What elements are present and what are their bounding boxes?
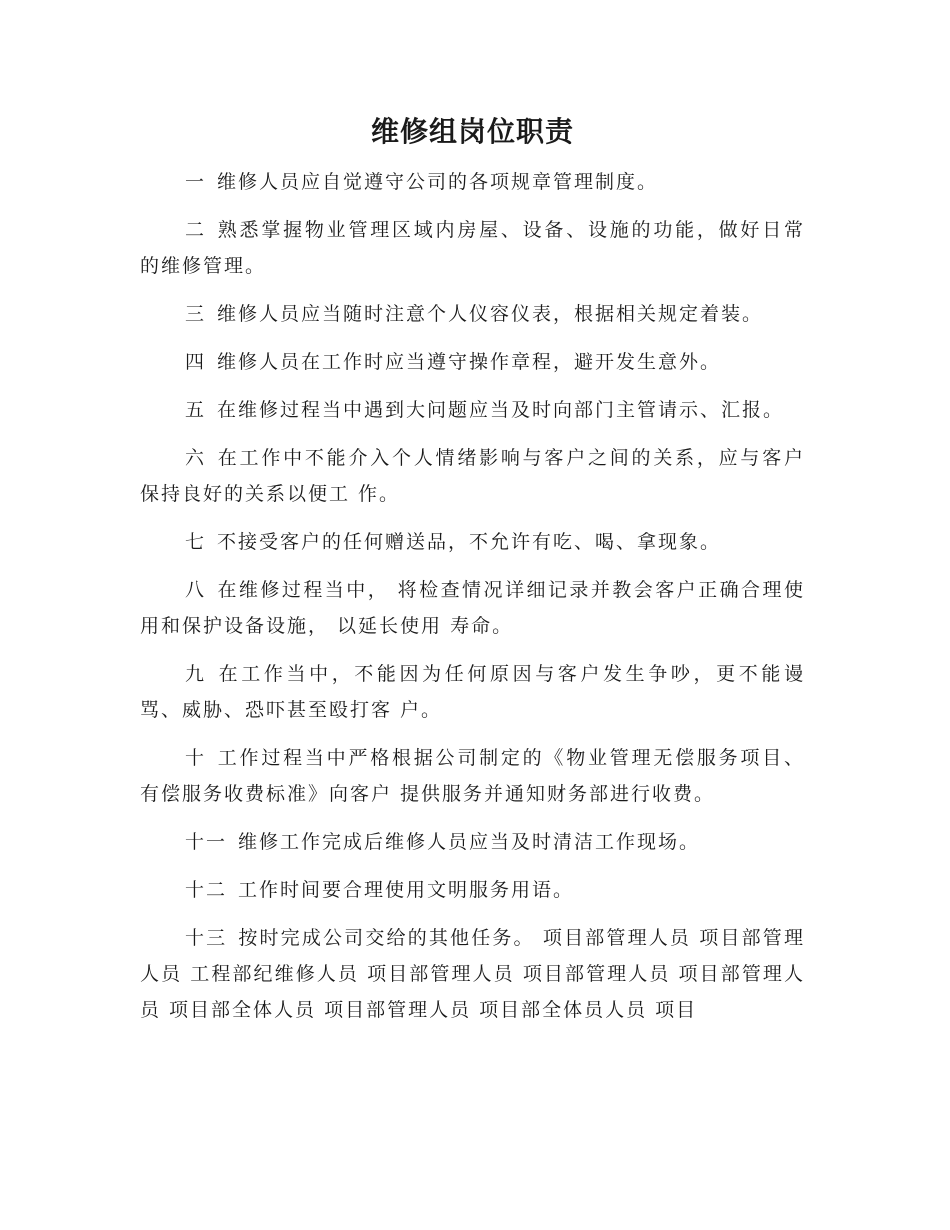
item-text: 工作过程当中严格根据公司制定的《物业管理无偿服务项目、有偿服务收费标准》向客户 提供服务并通知财务部进行收费。 <box>140 747 805 805</box>
item-number: 九 <box>185 663 208 685</box>
item-text: 工作时间要合理使用文明服务用语。 <box>238 879 575 901</box>
item-number: 二 <box>185 219 207 241</box>
duty-item-13 <box>140 920 805 1028</box>
item-text: 在工作中不能介入个人情绪影响与客户之间的关系，应与客户保持良好的关系以便工 作。 <box>140 447 805 505</box>
duty-item-10 <box>140 740 805 812</box>
item-text: 不接受客户的任何赠送品，不允许有吃、喝、拿现象。 <box>217 531 722 553</box>
item-number: 十 <box>185 747 207 769</box>
duty-item-3 <box>140 296 805 332</box>
item-text: 在维修过程当中， 将检查情况详细记录并教会客户正确合理使用和保护设备设施， 以延长使用 寿命。 <box>140 579 805 637</box>
item-text: 在维修过程当中遇到大问题应当及时向部门主管请示、汇报。 <box>217 399 785 421</box>
document-page <box>140 110 805 1040</box>
duty-item-11 <box>140 824 805 860</box>
item-text: 在工作当中，不能因为任何原因与客户发生争吵，更不能谩骂、威胁、恐吓甚至殴打客 户。 <box>140 663 805 721</box>
duty-item-1 <box>140 164 805 200</box>
item-text: 维修人员应当随时注意个人仪容仪表，根据相关规定着装。 <box>217 303 764 325</box>
document-title: 维修组岗位职责 <box>370 115 574 148</box>
item-number: 十一 <box>185 831 228 853</box>
item-number: 一 <box>185 171 207 193</box>
item-number: 六 <box>185 447 207 469</box>
item-text: 熟悉掌握物业管理区域内房屋、设备、设施的功能，做好日常的维修管理。 <box>140 219 805 277</box>
duty-item-7 <box>140 524 805 560</box>
item-text: 维修人员在工作时应当遵守操作章程，避开发生意外。 <box>217 351 722 373</box>
duty-item-12 <box>140 872 805 908</box>
item-number: 四 <box>185 351 207 373</box>
duty-item-5 <box>140 392 805 428</box>
duty-item-8 <box>140 572 805 644</box>
duty-item-6 <box>140 440 805 512</box>
item-text: 维修人员应自觉遵守公司的各项规章管理制度。 <box>217 171 659 193</box>
duty-item-2 <box>140 212 805 284</box>
item-number: 五 <box>185 399 207 421</box>
item-text: 按时完成公司交给的其他任务。 项目部管理人员 项目部管理人员 工程部纪维修人员 项目部管理人员 项目部管理人员 项目部管理人员 项目部全体人员 项目部管理人员 项目部全体员人员 项目 <box>140 927 805 1021</box>
item-number: 七 <box>185 531 207 553</box>
item-number: 十二 <box>185 879 228 901</box>
duty-item-9 <box>140 656 805 728</box>
item-number: 十三 <box>185 927 228 949</box>
item-number: 八 <box>185 579 207 601</box>
item-text: 维修工作完成后维修人员应当及时清洁工作现场。 <box>238 831 701 853</box>
item-number: 三 <box>185 303 207 325</box>
duty-item-4 <box>140 344 805 380</box>
